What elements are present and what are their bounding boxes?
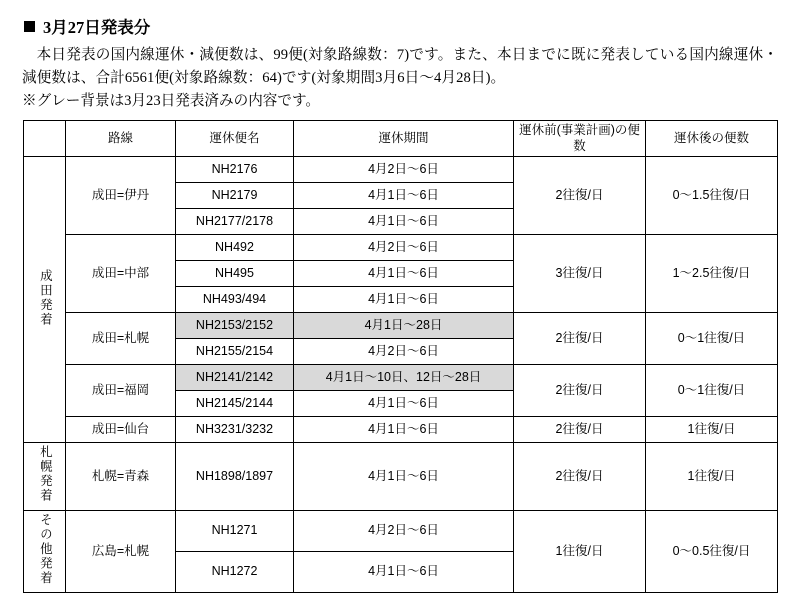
cell-period: 4月2日～6日: [294, 235, 514, 261]
cell-period: 4月1日～6日: [294, 443, 514, 511]
cell-route: 成田=仙台: [66, 417, 176, 443]
cell-flight-number: NH492: [176, 235, 294, 261]
table-row: [24, 443, 778, 511]
column-header-route: 路線: [66, 121, 176, 157]
cell-route: 成田=札幌: [66, 313, 176, 365]
cell-period: 4月1日～6日: [294, 552, 514, 593]
cell-period: 4月1日～6日: [294, 417, 514, 443]
cell-period: 4月1日～10日、12日～28日: [294, 365, 514, 391]
cell-flights-before: 3往復/日: [514, 235, 646, 313]
cell-flights-after: 1～2.5往復/日: [646, 235, 778, 313]
cell-route: 成田=福岡: [66, 365, 176, 417]
square-bullet-icon: [24, 21, 35, 32]
cell-flight-number: NH2153/2152: [176, 313, 294, 339]
cell-area: [24, 157, 66, 443]
area-label: 札幌発着: [38, 445, 53, 504]
cell-flights-after: 1往復/日: [646, 417, 778, 443]
cell-period: 4月2日～6日: [294, 510, 514, 551]
section-heading: [24, 14, 778, 38]
cell-route: 成田=中部: [66, 235, 176, 313]
table-body: [24, 157, 778, 593]
cell-route: 札幌=青森: [66, 443, 176, 511]
cell-flights-before: 2往復/日: [514, 313, 646, 365]
column-header-period: 運休期間: [294, 121, 514, 157]
table-row: [24, 313, 778, 339]
flight-suspension-table: [23, 120, 778, 593]
cell-flight-number: NH2176: [176, 157, 294, 183]
cell-period: 4月2日～6日: [294, 339, 514, 365]
column-header-after: 運休後の便数: [646, 121, 778, 157]
cell-flight-number: NH1271: [176, 510, 294, 551]
cell-flight-number: NH1272: [176, 552, 294, 593]
summary-paragraph: 本日発表の国内線運休・減便数は、99便(対象路線数：7)です。また、本日までに既に発表している国内線運休・減便数は、合計6561便(対象路線数：64)です(対象期間3月6日～4月28日)。: [22, 47, 778, 86]
cell-flights-before: 2往復/日: [514, 157, 646, 235]
cell-period: 4月1日～6日: [294, 287, 514, 313]
cell-period: 4月1日～28日: [294, 313, 514, 339]
table-row: [24, 510, 778, 551]
cell-route: 成田=伊丹: [66, 157, 176, 235]
cell-period: 4月1日～6日: [294, 391, 514, 417]
cell-flights-after: 0～0.5往復/日: [646, 510, 778, 592]
table-row: [24, 157, 778, 183]
cell-flight-number: NH2177/2178: [176, 209, 294, 235]
cell-flights-after: 0～1往復/日: [646, 365, 778, 417]
cell-flights-before: 2往復/日: [514, 443, 646, 511]
table-header-row: [24, 121, 778, 157]
cell-area: [24, 510, 66, 592]
cell-flights-before: 1往復/日: [514, 510, 646, 592]
cell-period: 4月2日～6日: [294, 157, 514, 183]
cell-area: [24, 443, 66, 511]
table-row: [24, 417, 778, 443]
cell-period: 4月1日～6日: [294, 183, 514, 209]
cell-flight-number: NH495: [176, 261, 294, 287]
column-header-flight-no: 運休便名: [176, 121, 294, 157]
area-label: 成田発着: [38, 268, 53, 327]
cell-flights-before: 2往復/日: [514, 417, 646, 443]
cell-flight-number: NH2179: [176, 183, 294, 209]
area-label: その他発着: [38, 512, 53, 586]
cell-period: 4月1日～6日: [294, 209, 514, 235]
column-header-before: 運休前(事業計画)の便数: [514, 121, 646, 157]
cell-flight-number: NH2141/2142: [176, 365, 294, 391]
cell-flights-after: 1往復/日: [646, 443, 778, 511]
cell-flights-after: 0～1.5往復/日: [646, 157, 778, 235]
table-row: [24, 235, 778, 261]
cell-flight-number: NH2145/2144: [176, 391, 294, 417]
legend-note: ※グレー背景は3月23日発表済みの内容です。: [22, 93, 321, 110]
cell-route: 広島=札幌: [66, 510, 176, 592]
cell-period: 4月1日～6日: [294, 261, 514, 287]
cell-flight-number: NH493/494: [176, 287, 294, 313]
cell-flights-before: 2往復/日: [514, 365, 646, 417]
cell-flight-number: NH2155/2154: [176, 339, 294, 365]
cell-flight-number: NH1898/1897: [176, 443, 294, 511]
section-heading-text: 3月27日発表分: [43, 18, 151, 37]
table-row: [24, 365, 778, 391]
column-header-area: [24, 121, 66, 157]
cell-flight-number: NH3231/3232: [176, 417, 294, 443]
cell-flights-after: 0～1往復/日: [646, 313, 778, 365]
